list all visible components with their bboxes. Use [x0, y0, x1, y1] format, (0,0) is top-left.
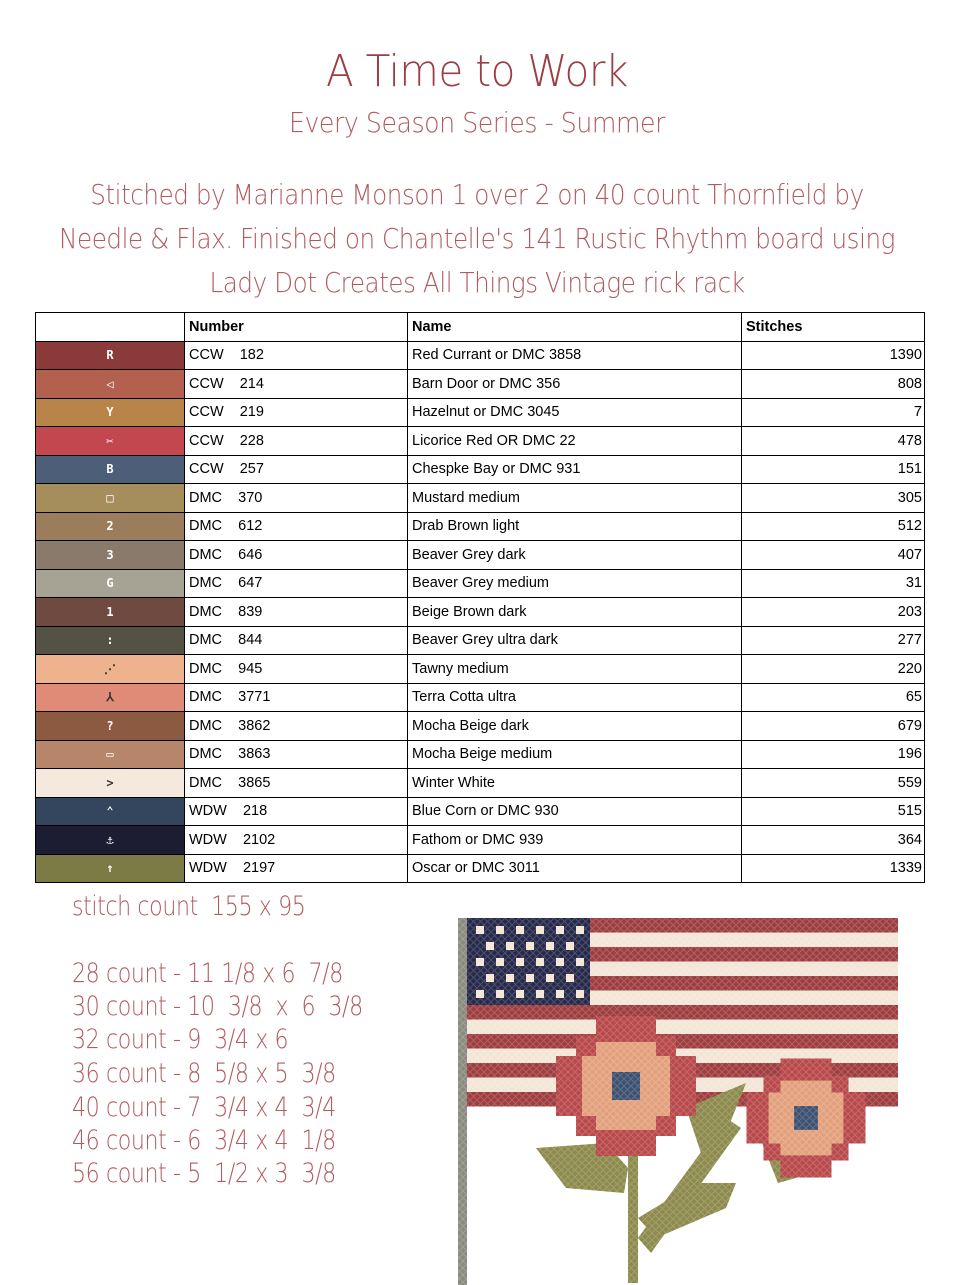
credit-line: Needle & Flax. Finished on Chantelle's 141 Rustic Rhythm board using — [58, 222, 895, 255]
stitch-count-cell: 679 — [742, 712, 925, 741]
floss-name: Oscar or DMC 3011 — [408, 854, 742, 883]
header-number: Number — [185, 313, 408, 342]
page-title: A Time to Work — [325, 46, 629, 97]
stitch-count-cell: 151 — [742, 455, 925, 484]
fabric-size: 28 count - 11 1/8 x 6 7/8 — [72, 958, 343, 989]
floss-name: Beige Brown dark — [408, 598, 742, 627]
stitch-count-cell: 407 — [742, 541, 925, 570]
table-row — [36, 427, 925, 456]
swatch-symbol: ⋰ — [36, 655, 185, 684]
floss-name: Beaver Grey dark — [408, 541, 742, 570]
fabric-size: 32 count - 9 3/4 x 6 — [72, 1024, 289, 1055]
floss-number: DMC 3863 — [185, 740, 408, 769]
header-name: Name — [408, 313, 742, 342]
swatch-symbol: ? — [36, 712, 185, 741]
table-row — [36, 341, 925, 370]
table-row — [36, 398, 925, 427]
swatch-symbol: ⅄ — [36, 683, 185, 712]
floss-number: DMC 370 — [185, 484, 408, 513]
floss-name: Chespke Bay or DMC 931 — [408, 455, 742, 484]
floss-number: CCW 257 — [185, 455, 408, 484]
table-row — [36, 512, 925, 541]
table-row — [36, 797, 925, 826]
swatch-symbol: ◁ — [36, 370, 185, 399]
floss-name: Mocha Beige dark — [408, 712, 742, 741]
floss-number: DMC 3865 — [185, 769, 408, 798]
floss-name: Beaver Grey medium — [408, 569, 742, 598]
stitch-count-cell: 203 — [742, 598, 925, 627]
floss-name: Tawny medium — [408, 655, 742, 684]
stitch-count-cell: 31 — [742, 569, 925, 598]
floss-name: Barn Door or DMC 356 — [408, 370, 742, 399]
swatch-symbol: ↑ — [36, 854, 185, 883]
floss-number: DMC 945 — [185, 655, 408, 684]
floss-number: DMC 3862 — [185, 712, 408, 741]
floss-number: CCW 214 — [185, 370, 408, 399]
cross-stitch-texture — [456, 918, 898, 1285]
table-row — [36, 626, 925, 655]
table-row — [36, 569, 925, 598]
table-row — [36, 683, 925, 712]
stitch-count: stitch count 155 x 95 — [72, 891, 306, 922]
stitch-count-cell: 559 — [742, 769, 925, 798]
table-row — [36, 740, 925, 769]
floss-name: Winter White — [408, 769, 742, 798]
credit-line: Stitched by Marianne Monson 1 over 2 on 40 count Thornfield by — [90, 178, 864, 211]
stitch-count-cell: 1390 — [742, 341, 925, 370]
fabric-size: 36 count - 8 5/8 x 5 3/8 — [72, 1058, 336, 1089]
swatch-symbol: ▭ — [36, 740, 185, 769]
swatch-symbol: 3 — [36, 541, 185, 570]
floss-number: DMC 3771 — [185, 683, 408, 712]
floss-number: DMC 612 — [185, 512, 408, 541]
table-row — [36, 598, 925, 627]
table-row — [36, 484, 925, 513]
swatch-symbol: □ — [36, 484, 185, 513]
swatch-symbol: G — [36, 569, 185, 598]
stitch-count-cell: 1339 — [742, 854, 925, 883]
table-row — [36, 769, 925, 798]
floss-number: DMC 844 — [185, 626, 408, 655]
fabric-size: 40 count - 7 3/4 x 4 3/4 — [72, 1092, 336, 1123]
floss-number: CCW 182 — [185, 341, 408, 370]
floss-number: DMC 839 — [185, 598, 408, 627]
table-row — [36, 854, 925, 883]
swatch-symbol: R — [36, 341, 185, 370]
credit-line: Lady Dot Creates All Things Vintage rick rack — [209, 266, 745, 299]
stitch-count-cell: 808 — [742, 370, 925, 399]
floss-name: Licorice Red OR DMC 22 — [408, 427, 742, 456]
stitch-count-cell: 277 — [742, 626, 925, 655]
stitch-count-cell: 7 — [742, 398, 925, 427]
floss-name: Fathom or DMC 939 — [408, 826, 742, 855]
floss-number: CCW 228 — [185, 427, 408, 456]
flag-flowers-illustration — [456, 918, 898, 1285]
stitch-count-cell: 364 — [742, 826, 925, 855]
stitch-count-cell: 220 — [742, 655, 925, 684]
swatch-symbol: ⌃ — [36, 797, 185, 826]
stitch-count-cell: 196 — [742, 740, 925, 769]
fabric-size: 46 count - 6 3/4 x 4 1/8 — [72, 1125, 336, 1156]
table-row — [36, 455, 925, 484]
floss-name: Red Currant or DMC 3858 — [408, 341, 742, 370]
floss-name: Drab Brown light — [408, 512, 742, 541]
table-row — [36, 370, 925, 399]
floss-number: WDW 2197 — [185, 854, 408, 883]
swatch-symbol: ⚓ — [36, 826, 185, 855]
floss-number: DMC 647 — [185, 569, 408, 598]
floss-number: CCW 219 — [185, 398, 408, 427]
page-subtitle: Every Season Series - Summer — [288, 106, 666, 139]
table-row — [36, 655, 925, 684]
swatch-symbol: : — [36, 626, 185, 655]
swatch-symbol: Y — [36, 398, 185, 427]
stitch-count-cell: 65 — [742, 683, 925, 712]
stitch-count-cell: 305 — [742, 484, 925, 513]
swatch-symbol: ✂ — [36, 427, 185, 456]
swatch-symbol: B — [36, 455, 185, 484]
swatch-symbol: 2 — [36, 512, 185, 541]
floss-number: DMC 646 — [185, 541, 408, 570]
header-swatch — [36, 313, 185, 342]
fabric-size: 56 count - 5 1/2 x 3 3/8 — [72, 1158, 336, 1189]
floss-key-table — [35, 312, 925, 883]
stitch-count-cell: 515 — [742, 797, 925, 826]
floss-name: Beaver Grey ultra dark — [408, 626, 742, 655]
floss-name: Mustard medium — [408, 484, 742, 513]
table-row — [36, 826, 925, 855]
floss-number: WDW 218 — [185, 797, 408, 826]
floss-number: WDW 2102 — [185, 826, 408, 855]
floss-name: Blue Corn or DMC 930 — [408, 797, 742, 826]
stitch-count-cell: 478 — [742, 427, 925, 456]
stitch-count-cell: 512 — [742, 512, 925, 541]
fabric-size: 30 count - 10 3/8 x 6 3/8 — [72, 991, 363, 1022]
floss-name: Terra Cotta ultra — [408, 683, 742, 712]
swatch-symbol: > — [36, 769, 185, 798]
floss-name: Hazelnut or DMC 3045 — [408, 398, 742, 427]
table-row — [36, 712, 925, 741]
table-header-row — [36, 313, 925, 342]
header-stitches: Stitches — [742, 313, 925, 342]
swatch-symbol: 1 — [36, 598, 185, 627]
table-row — [36, 541, 925, 570]
floss-name: Mocha Beige medium — [408, 740, 742, 769]
